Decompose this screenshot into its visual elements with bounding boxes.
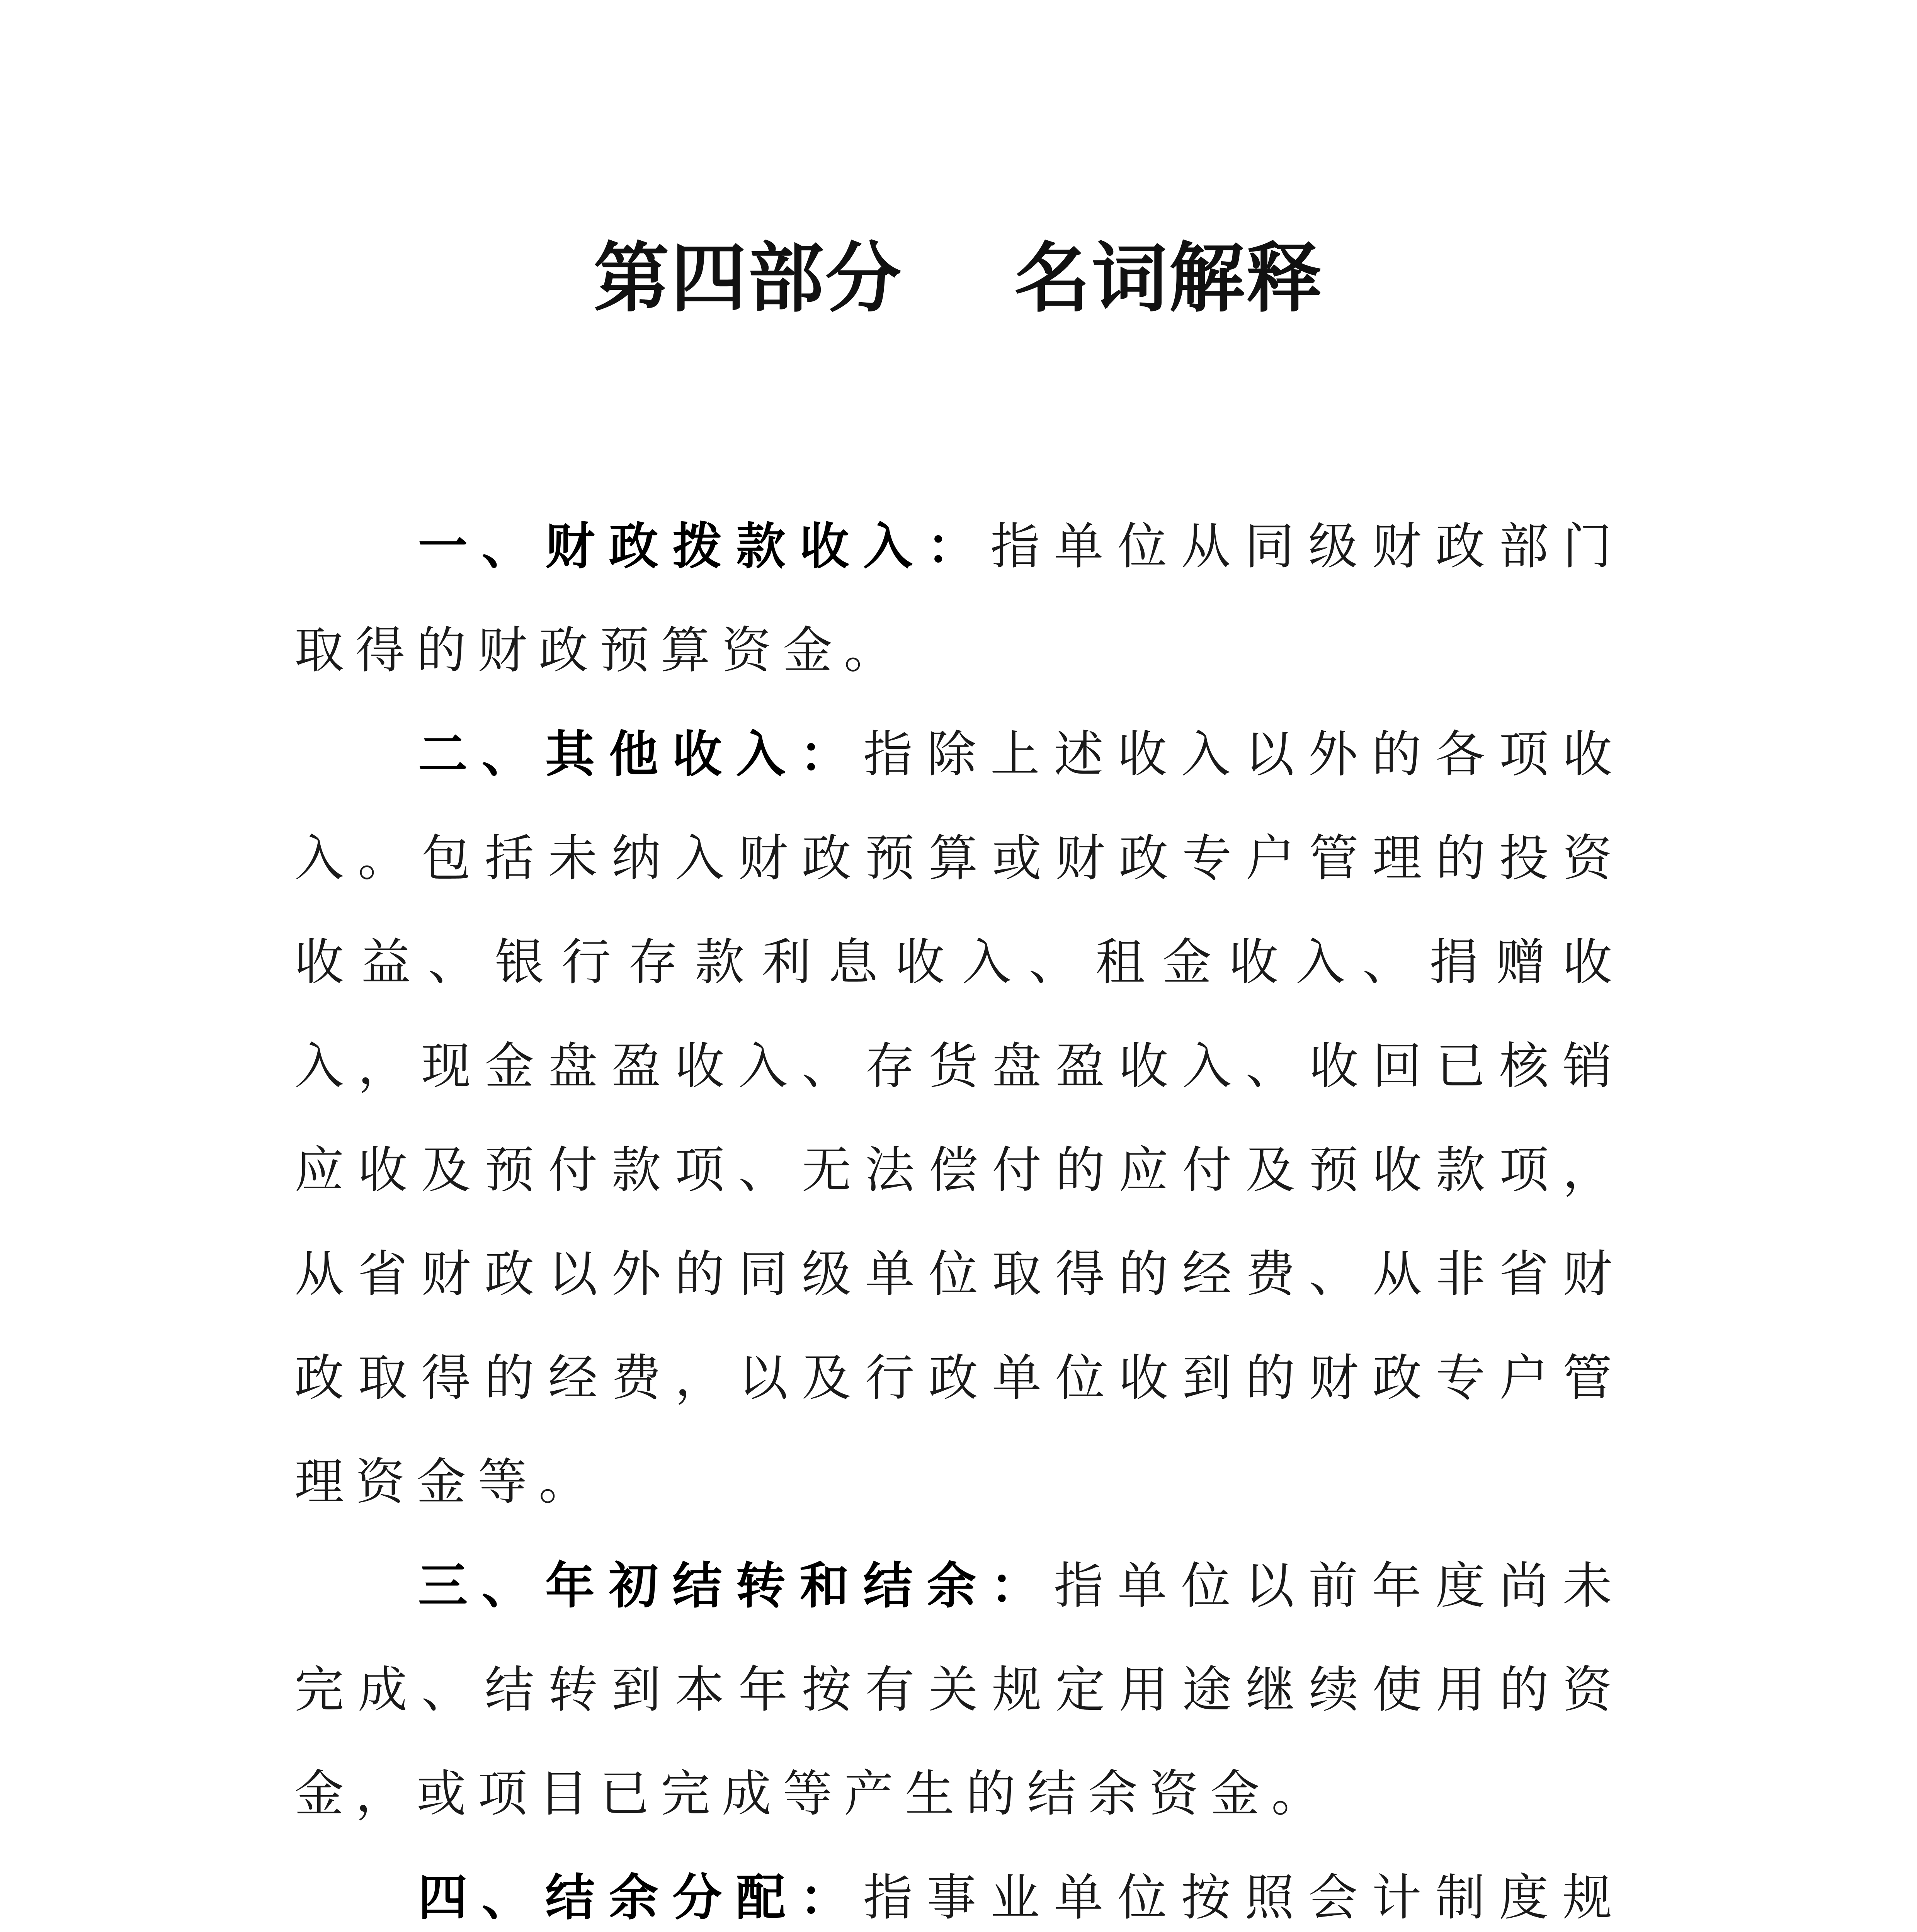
definition-text: 指事业单位按照会计制度规 [863,1869,1624,1927]
definition-text: 指除上述收入以外的各项收入。包括未纳入财政预算或财政专户管理的投资收益、银行存款利息收入、租金收入、捐赠收入，现金盘盈收入、存货盘盈收入、收回已核销应收及预付款项、无法偿付的应付及预收款项，从省财政以外的同级单位取得的经费、从非省财政取得的经费，以及行政单位收到的财政专户管理资金等。 [294,726,1624,1511]
definition-paragraph [294,702,1624,1534]
definition-term: 四、结余分配： [418,1869,863,1927]
definition-text: 指单位从同级财政部门取得的财政预算资金。 [294,518,1624,679]
definition-term: 三、年初结转和结余： [418,1557,1054,1615]
definition-term: 二、其他收入： [418,726,863,783]
definitions-body [294,495,1624,1932]
definition-paragraph [294,495,1624,702]
definition-term: 一、财政拨款收入： [418,518,990,575]
page-title: 第四部分 名词解释 [594,234,1323,323]
definition-paragraph [294,1534,1624,1846]
definition-text: 指单位以前年度尚未完成、结转到本年按有关规定用途继续使用的资金，或项目已完成等产生的结余资金。 [294,1557,1624,1823]
definition-paragraph [294,1846,1624,1932]
